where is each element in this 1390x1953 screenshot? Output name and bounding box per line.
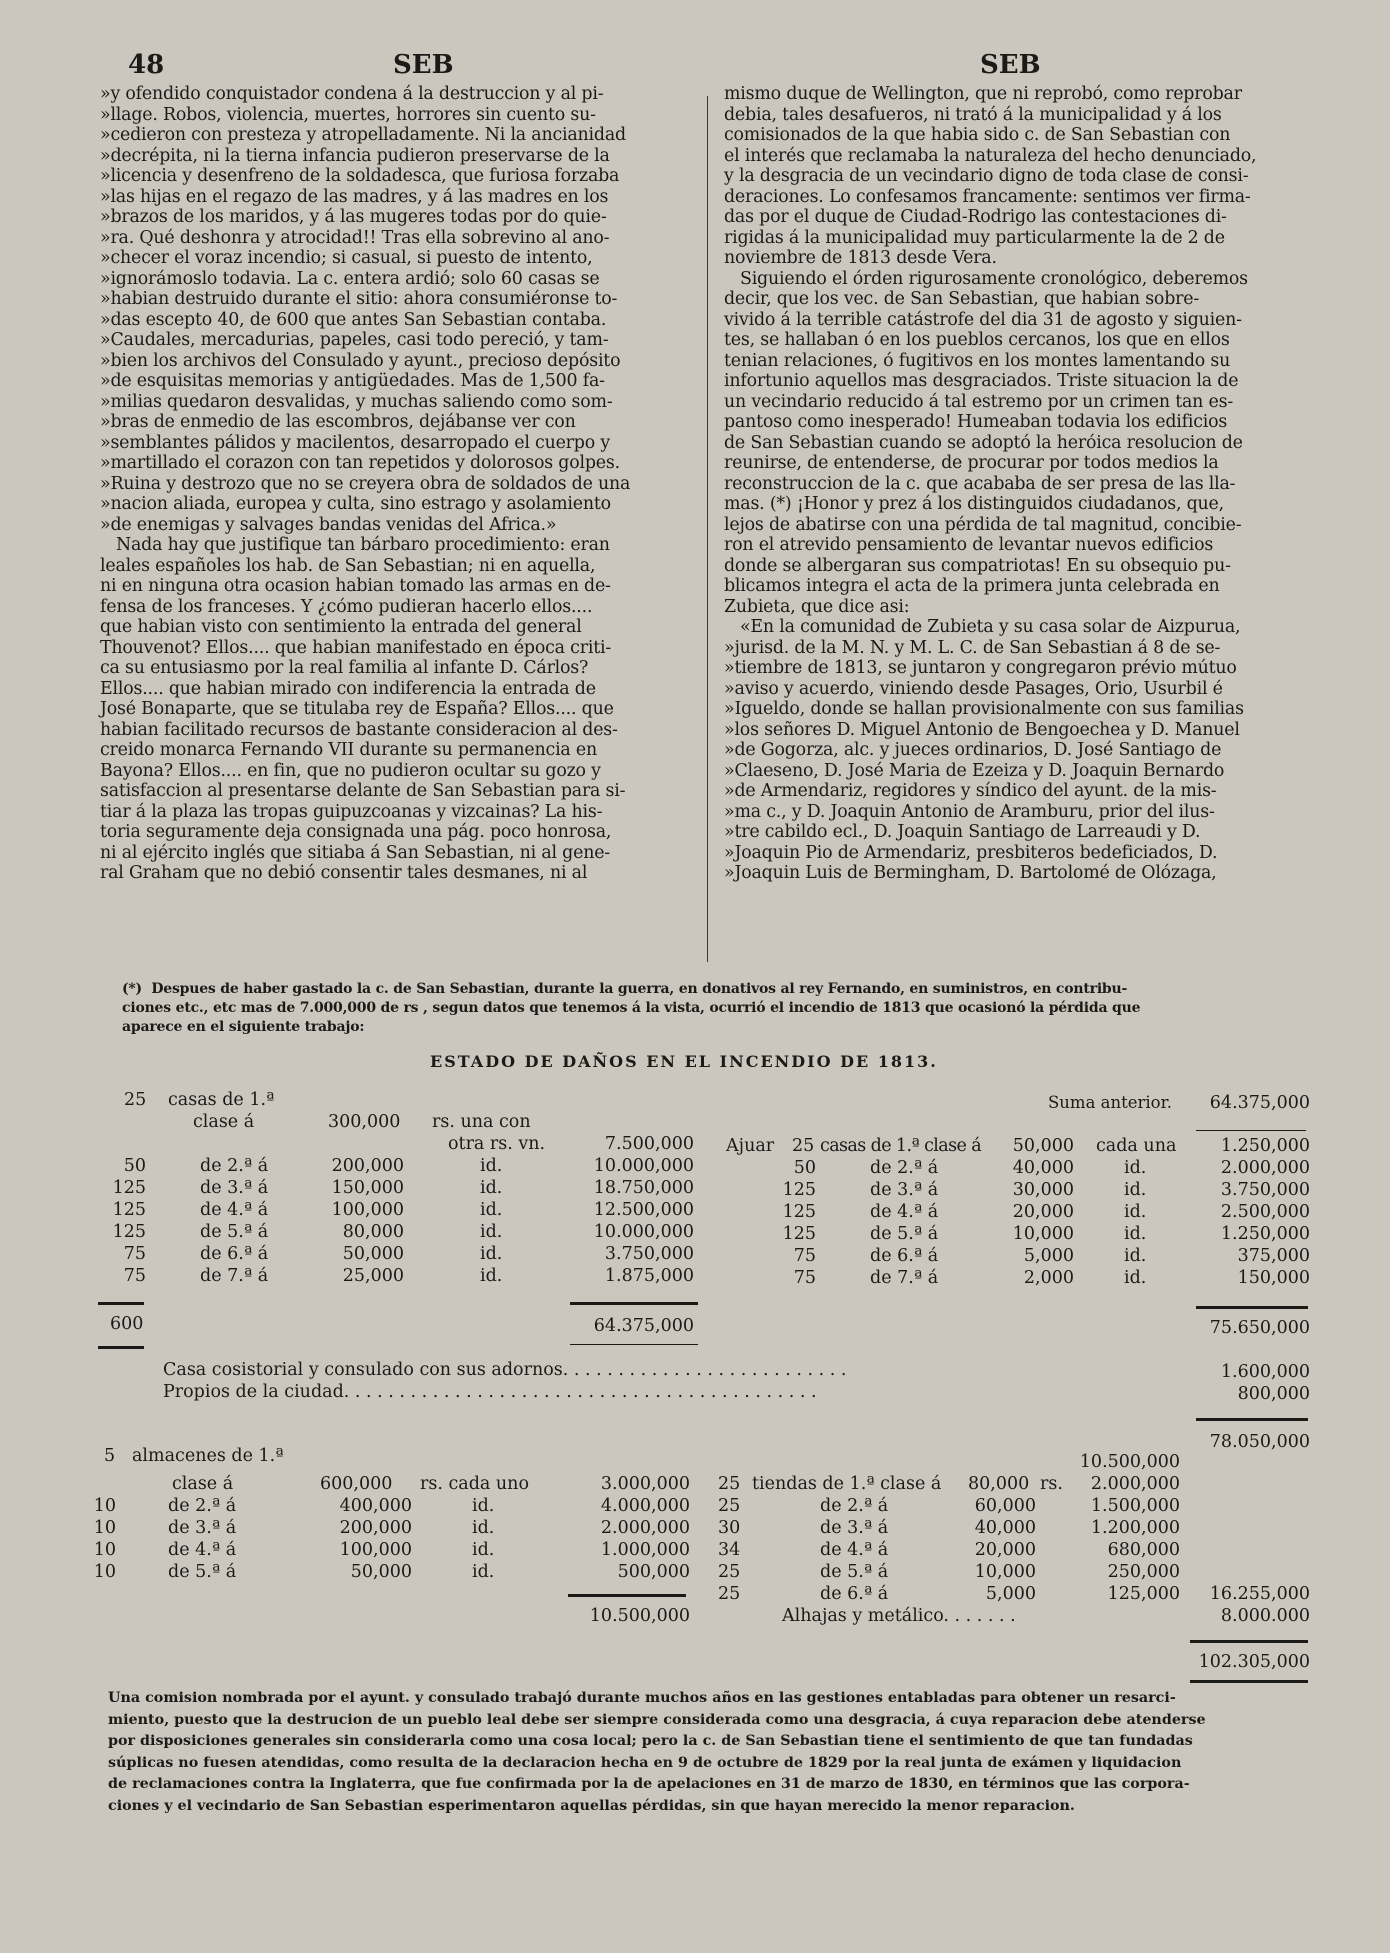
text-line: blicamos integra el acta de la primera junta celebrada en [724,576,1220,596]
text-line: »las hijas en el regazo de las madres, y á las madres en los [100,186,609,207]
almacenes-head-label: almacenes de 1.ª [132,1446,284,1466]
houses-count: 50 [123,1156,146,1176]
almacenes-clase: de 2.ª á [168,1496,237,1516]
text-line: satisfaccion al presentarse delante de San Sebastian para si- [100,781,626,801]
alhajas-label: Alhajas y metálico. . . . . . . [782,1606,1016,1626]
ajuar-clase: de 7.ª á [870,1268,939,1288]
text-line: »Joaquin Luis de Bermingham, D. Bartolomé de Olózaga, [724,863,1217,883]
ajuar-total: 3.750,000 [1220,1180,1310,1200]
tiendas-total: 250,000 [1107,1562,1180,1582]
text-line: »ignorámoslo todavia. La c. entera ardió; solo 60 casas se [100,268,600,289]
almacenes-unit: id. [472,1562,495,1582]
almacenes-total: 2.000,000 [600,1518,690,1538]
ajuar-unit: id. [1124,1202,1147,1222]
suma-value: 64.375,000 [1209,1093,1310,1113]
ajuar-clase: de 4.ª á [870,1202,939,1222]
text-line: de reclamaciones contra la Inglaterra, que fue confirmada por la de apelaciones en 31 de marzo de 1830, en términos que las corpora- [108,1776,1190,1792]
ajuar-clase: de 5.ª á [870,1224,939,1244]
tiendas-sum: 16.255,000 [1209,1584,1310,1604]
text-line: ni al ejército inglés que sitiaba á San Sebastian, ni al gene- [100,842,610,863]
ajuar-total: 2.500,000 [1220,1202,1310,1222]
text-line: José Bonaparte, que se titulaba rey de España? Ellos.... que [100,699,614,719]
houses-clase: de 7.ª á [200,1266,269,1286]
houses-unit: id. [480,1244,503,1264]
text-line: que habian visto con sentimiento la entrada del general [100,617,582,637]
tiendas-count: 30 [718,1518,741,1538]
ajuar-head-price: 50,000 [1012,1136,1074,1156]
text-line: por disposiciones generales sin considerarla como una cosa local; pero la c. de San Sebastian tiene el sentimiento de que tan fundadas [108,1733,1193,1749]
text-line: infortunio aquellos mas desgraciados. Triste situacion la de [724,371,1239,391]
almacenes-count: 10 [93,1562,116,1582]
text-line: »aviso y acuerdo, viniendo desde Pasages, Orio, Usurbil é [724,678,1223,699]
text-line: debia, tales desafueros, ni trató á la municipalidad y á los [724,104,1222,125]
text-line: Zubieta, que dice asi: [724,596,910,617]
houses-total: 12.500,000 [593,1200,694,1220]
column-divider [707,96,708,962]
text-line: pantoso como inesperado! Humeaban todavia los edificios [724,412,1228,432]
ajuar-head-clase: casas de 1.ª clase á [820,1136,982,1156]
text-line: »checer el voraz incendio; si casual, si puesto de intento, [100,248,593,268]
almacenes-count: 10 [93,1540,116,1560]
text-line: »ma c., y D. Joaquin Antonio de Aramburu, prior del ilus- [724,801,1215,822]
houses-price: 200,000 [331,1156,404,1176]
ajuar-head-total: 1.250,000 [1220,1136,1310,1156]
text-line: »cedieron con presteza y atropelladamente. Ni la ancianidad [100,125,626,145]
ajuar-price: 10,000 [1012,1224,1074,1244]
text-line: »milias quedaron desvalidas, y muchas saliendo como som- [100,391,613,412]
houses-total-value: 64.375,000 [593,1316,694,1336]
almacenes-head-price: 600,000 [320,1474,393,1494]
houses-price: 25,000 [342,1266,404,1286]
ajuar-count: 125 [782,1180,816,1200]
text-line: «En la comunidad de Zubieta y su casa solar de Aizpurua, [724,617,1241,637]
text-line: »tre cabildo ecl., D. Joaquin Santiago de Larreaudi y D. [724,822,1201,842]
houses-total: 10.000,000 [593,1222,694,1242]
text-line: »jurisd. de la M. N. y M. L. C. de San Sebastian á 8 de se- [724,637,1221,658]
tiendas-head-clase: tiendas de 1.ª clase á [752,1474,942,1494]
footnote [122,980,1140,1037]
almacenes-head-count: 5 [104,1446,116,1466]
ajuar-price: 5,000 [1023,1246,1074,1266]
houses-price: 150,000 [331,1178,404,1198]
tiendas-total: 680,000 [1107,1540,1180,1560]
almacenes-total: 4.000,000 [600,1496,690,1516]
text-line: »martillado el corazon con tan repetidos y dolorosos golpes. [100,453,620,473]
houses-head-total: 7.500,000 [604,1134,694,1154]
houses-price: 100,000 [331,1200,404,1220]
houses-count: 75 [123,1244,146,1264]
almacenes-head-label2: clase á [172,1474,234,1494]
text-line: »de Gogorza, alc. y jueces ordinarios, D. José Santiago de [724,740,1222,760]
text-line: reconstruccion de la c. que acababa de ser presa de las lla- [724,473,1236,494]
text-line: »de esquisitas memorias y antigüedades. Mas de 1,500 fa- [100,371,605,391]
text-line: »ra. Qué deshonra y atrocidad!! Tras ella sobrevino al ano- [100,227,610,248]
almacenes-unit: id. [472,1496,495,1516]
left-column [100,84,698,884]
text-line: »de Armendariz, regidores y síndico del ayunt. de la mis- [724,781,1217,801]
text-line: donde se albergaran sus compatriotas! En su obsequio pu- [724,555,1231,576]
ajuar-count: 50 [793,1158,816,1178]
almacenes-unit: id. [472,1540,495,1560]
almacenes-price: 200,000 [339,1518,412,1538]
footnote-line: ciones etc., etc mas de 7.000,000 de rs , segun datos que tenemos á la vista, ocurrió el incendio de 1813 que ocasionó la pérdida que [122,1000,1141,1016]
text-line: »bien los archivos del Consulado y ayunt., precioso depósito [100,350,621,371]
ajuar-count: 75 [793,1246,816,1266]
closing-paragraph [108,1688,1206,1817]
tiendas-clase: de 5.ª á [820,1562,889,1582]
text-line: fensa de los franceses. Y ¿cómo pudieran hacerlo ellos.... [100,596,593,617]
text-line: »bras de enmedio de las escombros, dejábanse ver con [100,412,576,432]
houses-head-count: 25 [124,1090,147,1110]
text-line: mas. (*) ¡Honor y prez á los distinguidos ciudadanos, que, [724,494,1224,514]
houses-price: 50,000 [342,1244,404,1264]
text-line: rigidas á la municipalidad muy particularmente la de 2 de [724,227,1225,248]
ajuar-total: 1.250,000 [1220,1224,1310,1244]
text-line: reunirse, de entenderse, de procurar por todos medios la [724,453,1219,473]
houses-total: 3.750,000 [604,1244,694,1264]
text-line: y la desgracia de un vecindario digno de toda clase de consi- [724,166,1249,186]
text-line: ni en ninguna otra ocasion habian tomado las armas en de- [100,576,611,596]
text-line: »nacion aliada, europea y culta, sino estrago y asolamiento [100,494,611,514]
houses-unit: id. [480,1222,503,1242]
text-line: deraciones. Lo confesamos francamente: sentimos ver firma- [724,186,1251,207]
almacenes-clase: de 4.ª á [168,1540,237,1560]
ajuar-rule [1196,1306,1308,1309]
ajuar-unit: id. [1124,1246,1147,1266]
almacenes-price: 400,000 [339,1496,412,1516]
text-line: »y ofendido conquistador condena á la destruccion y al pi- [100,84,604,104]
houses-unit: id. [480,1156,503,1176]
ajuar-price: 30,000 [1012,1180,1074,1200]
almacenes-total: 1.000,000 [600,1540,690,1560]
houses-clase: de 6.ª á [200,1244,269,1264]
tiendas-count: 25 [718,1562,741,1582]
footnote-line: aparece en el siguiente trabajo: [122,1019,365,1035]
tiendas-head-price: 80,000 [968,1474,1030,1494]
table-title: ESTADO DE DAÑOS EN EL INCENDIO DE 1813. [430,1052,938,1071]
text-line: decir, que los vec. de San Sebastian, que habian sobre- [724,289,1200,309]
ajuar-total: 375,000 [1237,1246,1310,1266]
almacenes-count: 10 [93,1518,116,1538]
houses-total-count: 600 [110,1314,144,1334]
ajuar-unit: id. [1124,1268,1147,1288]
text-line: creido monarca Fernando VII durante su permanencia en [100,740,598,760]
houses-clase: de 4.ª á [200,1200,269,1220]
footnote-line: (*) Despues de haber gastado la c. de San Sebastian, durante la guerra, en donativos al rey Fernando, en suministros, en contribu- [122,981,1128,997]
tiendas-head-unit: rs. [1040,1474,1063,1494]
tiendas-head-total: 2.000,000 [1090,1474,1180,1494]
tiendas-total: 125,000 [1107,1584,1180,1604]
ajuar-count: 125 [782,1202,816,1222]
tiendas-clase: de 4.ª á [820,1540,889,1560]
tiendas-price: 40,000 [974,1518,1036,1538]
text-line: vivido á la terrible catástrofe del dia 31 de agosto y siguien- [724,309,1242,330]
houses-clase: de 5.ª á [200,1222,269,1242]
houses-unit: id. [480,1178,503,1198]
right-running-head: SEB [980,50,1041,80]
houses-total: 18.750,000 [593,1178,694,1198]
subtotal-rule [1196,1418,1308,1421]
text-line: ral Graham que no debió consentir tales desmanes, ni al [100,863,588,883]
text-line: Ellos.... que habian mirado con indiferencia la entrada de [100,678,596,699]
almacenes-clase: de 5.ª á [168,1562,237,1582]
houses-clase: de 2.ª á [200,1156,269,1176]
page-number: 48 [128,50,165,80]
text-line: noviembre de 1813 desde Vera. [724,248,997,268]
text-line: lejos de abatirse con una pérdida de tal magnitud, concibie- [724,514,1242,535]
tiendas-count: 25 [718,1584,741,1604]
text-line: »brazos de los maridos, y á las mugeres todas por do quie- [100,207,607,227]
houses-rule-bottom-left [98,1346,144,1349]
propios-label: Propios de la ciudad. . . . . . . . . . . . . . . . . . . . . . . . . . . . . . . . . . . . . . . . . . . [163,1382,817,1402]
text-line: de San Sebastian cuando se adoptó la heróica resolucion de [724,432,1243,453]
alhajas-value: 8.000.000 [1220,1606,1310,1626]
suma-label: Suma anterior. [1048,1093,1172,1112]
almacenes-carry: 10.500,000 [1079,1452,1180,1472]
houses-total: 1.875,000 [604,1266,694,1286]
ajuar-clase: de 2.ª á [870,1158,939,1178]
ajuar-head-unit: cada una [1096,1136,1177,1156]
text-line: das por el duque de Ciudad-Rodrigo las contestaciones di- [724,207,1227,227]
ajuar-unit: id. [1124,1180,1147,1200]
almacenes-price: 50,000 [350,1562,412,1582]
text-line: súplicas no fuesen atendidas, como resulta de la declaracion hecha en 9 de octubre de 1829 por la real junta de exámen y liquidacion [108,1754,1182,1771]
ajuar-unit: id. [1124,1224,1147,1244]
text-line: leales españoles los hab. de San Sebastian; ni en aquella, [100,555,596,576]
houses-head-unit2: otra rs. vn. [448,1134,546,1154]
houses-rule-bottom-right [570,1344,698,1345]
grand-total: 102.305,000 [1198,1652,1310,1672]
text-line: »semblantes pálidos y macilentos, desarropado el cuerpo y [100,432,610,453]
text-line: »de enemigas y salvages bandas venidas del Africa.» [100,514,557,535]
text-line: tenian relaciones, ó fugitivos en los montes lamentando su [724,350,1231,371]
text-line: »los señores D. Miguel Antonio de Bengoechea y D. Manuel [724,719,1240,740]
houses-unit: id. [480,1266,503,1286]
ajuar-total: 75.650,000 [1209,1318,1310,1338]
text-line: »licencia y desenfreno de la soldadesca, que furiosa forzaba [100,166,620,186]
ajuar-head-count: 25 [792,1136,815,1156]
ajuar-clase: de 3.ª á [870,1180,939,1200]
text-line: Una comision nombrada por el ayunt. y consulado trabajó durante muchos años en las gestiones entabladas para obtener un resarci- [108,1690,1176,1706]
text-line: »Claeseno, D. José Maria de Ezeiza y D. Joaquin Bernardo [724,760,1225,781]
almacenes-count: 10 [93,1496,116,1516]
text-line: Thouvenot? Ellos.... que habian manifestado en época criti- [100,637,612,658]
tiendas-total: 1.200,000 [1090,1518,1180,1538]
text-line: »habian destruido durante el sitio: ahora consumiéronse to- [100,289,618,309]
almacenes-total: 10.500,000 [589,1606,690,1626]
tiendas-total: 1.500,000 [1090,1496,1180,1516]
ajuar-price: 20,000 [1012,1202,1074,1222]
almacenes-head-unit: rs. cada uno [420,1474,529,1494]
almacenes-rule [568,1594,686,1597]
almacenes-price: 100,000 [339,1540,412,1560]
houses-head-label: casas de 1.ª [168,1090,275,1110]
almacenes-head-total: 3.000,000 [600,1474,690,1494]
houses-count: 125 [112,1178,146,1198]
suma-rule [1196,1130,1306,1131]
houses-rule-right [570,1302,698,1305]
text-line: ciones y el vecindario de San Sebastian esperimentaron aquellas pérdidas, sin que hayan merecido la menor reparacion. [108,1797,1075,1814]
text-line: Siguiendo el órden rigurosamente cronológico, deberemos [724,268,1248,289]
ajuar-total: 2.000,000 [1220,1158,1310,1178]
tiendas-head-count: 25 [718,1474,741,1494]
tiendas-count: 34 [718,1540,741,1560]
ajuar-unit: id. [1124,1158,1147,1178]
text-line: »Ruina y destrozo que no se creyera obra de soldados de una [100,473,631,494]
casa-consistorial-label: Casa cosistorial y consulado con sus adornos. . . . . . . . . . . . . . . . . . . . . . . . . . [163,1360,847,1380]
text-line: »Igueldo, donde se hallan provisionalmente con sus familias [724,699,1244,719]
houses-unit: id. [480,1200,503,1220]
propios-value: 800,000 [1237,1384,1310,1404]
text-line: »tiembre de 1813, se juntaron y congregaron prévio mútuo [724,658,1237,678]
tiendas-clase: de 2.ª á [820,1496,889,1516]
houses-count: 125 [112,1222,146,1242]
right-column [724,84,1314,884]
text-line: »das escepto 40, de 600 que antes San Sebastian contaba. [100,309,607,330]
casa-consistorial-value: 1.600,000 [1220,1362,1310,1382]
text-line: Nada hay que justifique tan bárbaro procedimiento: eran [100,535,610,555]
ajuar-count: 125 [782,1224,816,1244]
houses-total: 10.000,000 [593,1156,694,1176]
text-line: el interés que reclamaba la naturaleza del hecho denunciado, [724,145,1257,166]
houses-count: 125 [112,1200,146,1220]
houses-clase: de 3.ª á [200,1178,269,1198]
almacenes-unit: id. [472,1518,495,1538]
tiendas-price: 20,000 [974,1540,1036,1560]
grand-total-rule [1190,1640,1308,1643]
text-line: »Joaquin Pio de Armendariz, presbiteros bedeficiados, D. [724,842,1218,863]
houses-head-unit: rs. una con [432,1112,531,1132]
houses-count: 75 [123,1266,146,1286]
houses-head-price: 300,000 [328,1112,401,1132]
tiendas-price: 5,000 [985,1584,1036,1604]
grand-total-underline [1190,1680,1308,1683]
tiendas-clase: de 6.ª á [820,1584,889,1604]
text-line: tiar á la plaza las tropas guipuzcoanas y vizcainas? La his- [100,801,603,822]
tiendas-count: 25 [718,1496,741,1516]
subtotal: 78.050,000 [1209,1432,1310,1452]
houses-rule-left [98,1302,144,1305]
text-line: mismo duque de Wellington, que ni reprobó, como reprobar [724,84,1242,104]
houses-head-label2: clase á [193,1112,255,1132]
ajuar-clase: de 6.ª á [870,1246,939,1266]
tiendas-price: 10,000 [974,1562,1036,1582]
ajuar-price: 2,000 [1023,1268,1074,1288]
text-line: »Caudales, mercadurias, papeles, casi todo pereció, y tam- [100,330,609,350]
text-line: comisionados de la que habia sido c. de San Sebastian con [724,125,1231,145]
ajuar-count: 75 [793,1268,816,1288]
tiendas-clase: de 3.ª á [820,1518,889,1538]
text-line: tes, se hallaban ó en los pueblos cercanos, los que en ellos [724,330,1230,350]
almacenes-clase: de 3.ª á [168,1518,237,1538]
text-line: ron el atrevido pensamiento de levantar nuevos edificios [724,535,1214,555]
left-running-head: SEB [393,50,454,80]
almacenes-total: 500,000 [617,1562,690,1582]
houses-price: 80,000 [342,1222,404,1242]
text-line: »decrépita, ni la tierna infancia pudieron preservarse de la [100,145,610,166]
text-line: un vecindario reducido á tal estremo por un crimen tan es- [724,391,1234,412]
text-line: habian facilitado recursos de bastante consideracion al des- [100,719,618,740]
text-line: miento, puesto que la destrucion de un pueblo leal debe ser siempre considerada como una desgracia, á cuya reparacion debe atenderse [108,1711,1206,1728]
tiendas-price: 60,000 [974,1496,1036,1516]
ajuar-head-label: Ajuar [726,1136,775,1156]
ajuar-price: 40,000 [1012,1158,1074,1178]
text-line: toria seguramente deja consignada una pág. poco honrosa, [100,822,612,842]
ajuar-total: 150,000 [1237,1268,1310,1288]
text-line: Bayona? Ellos.... en fin, que no pudieron ocultar su gozo y [100,760,601,781]
text-line: ca su entusiasmo por la real familia al infante D. Cárlos? [100,658,589,678]
text-line: »llage. Robos, violencia, muertes, horrores sin cuento su- [100,104,596,125]
